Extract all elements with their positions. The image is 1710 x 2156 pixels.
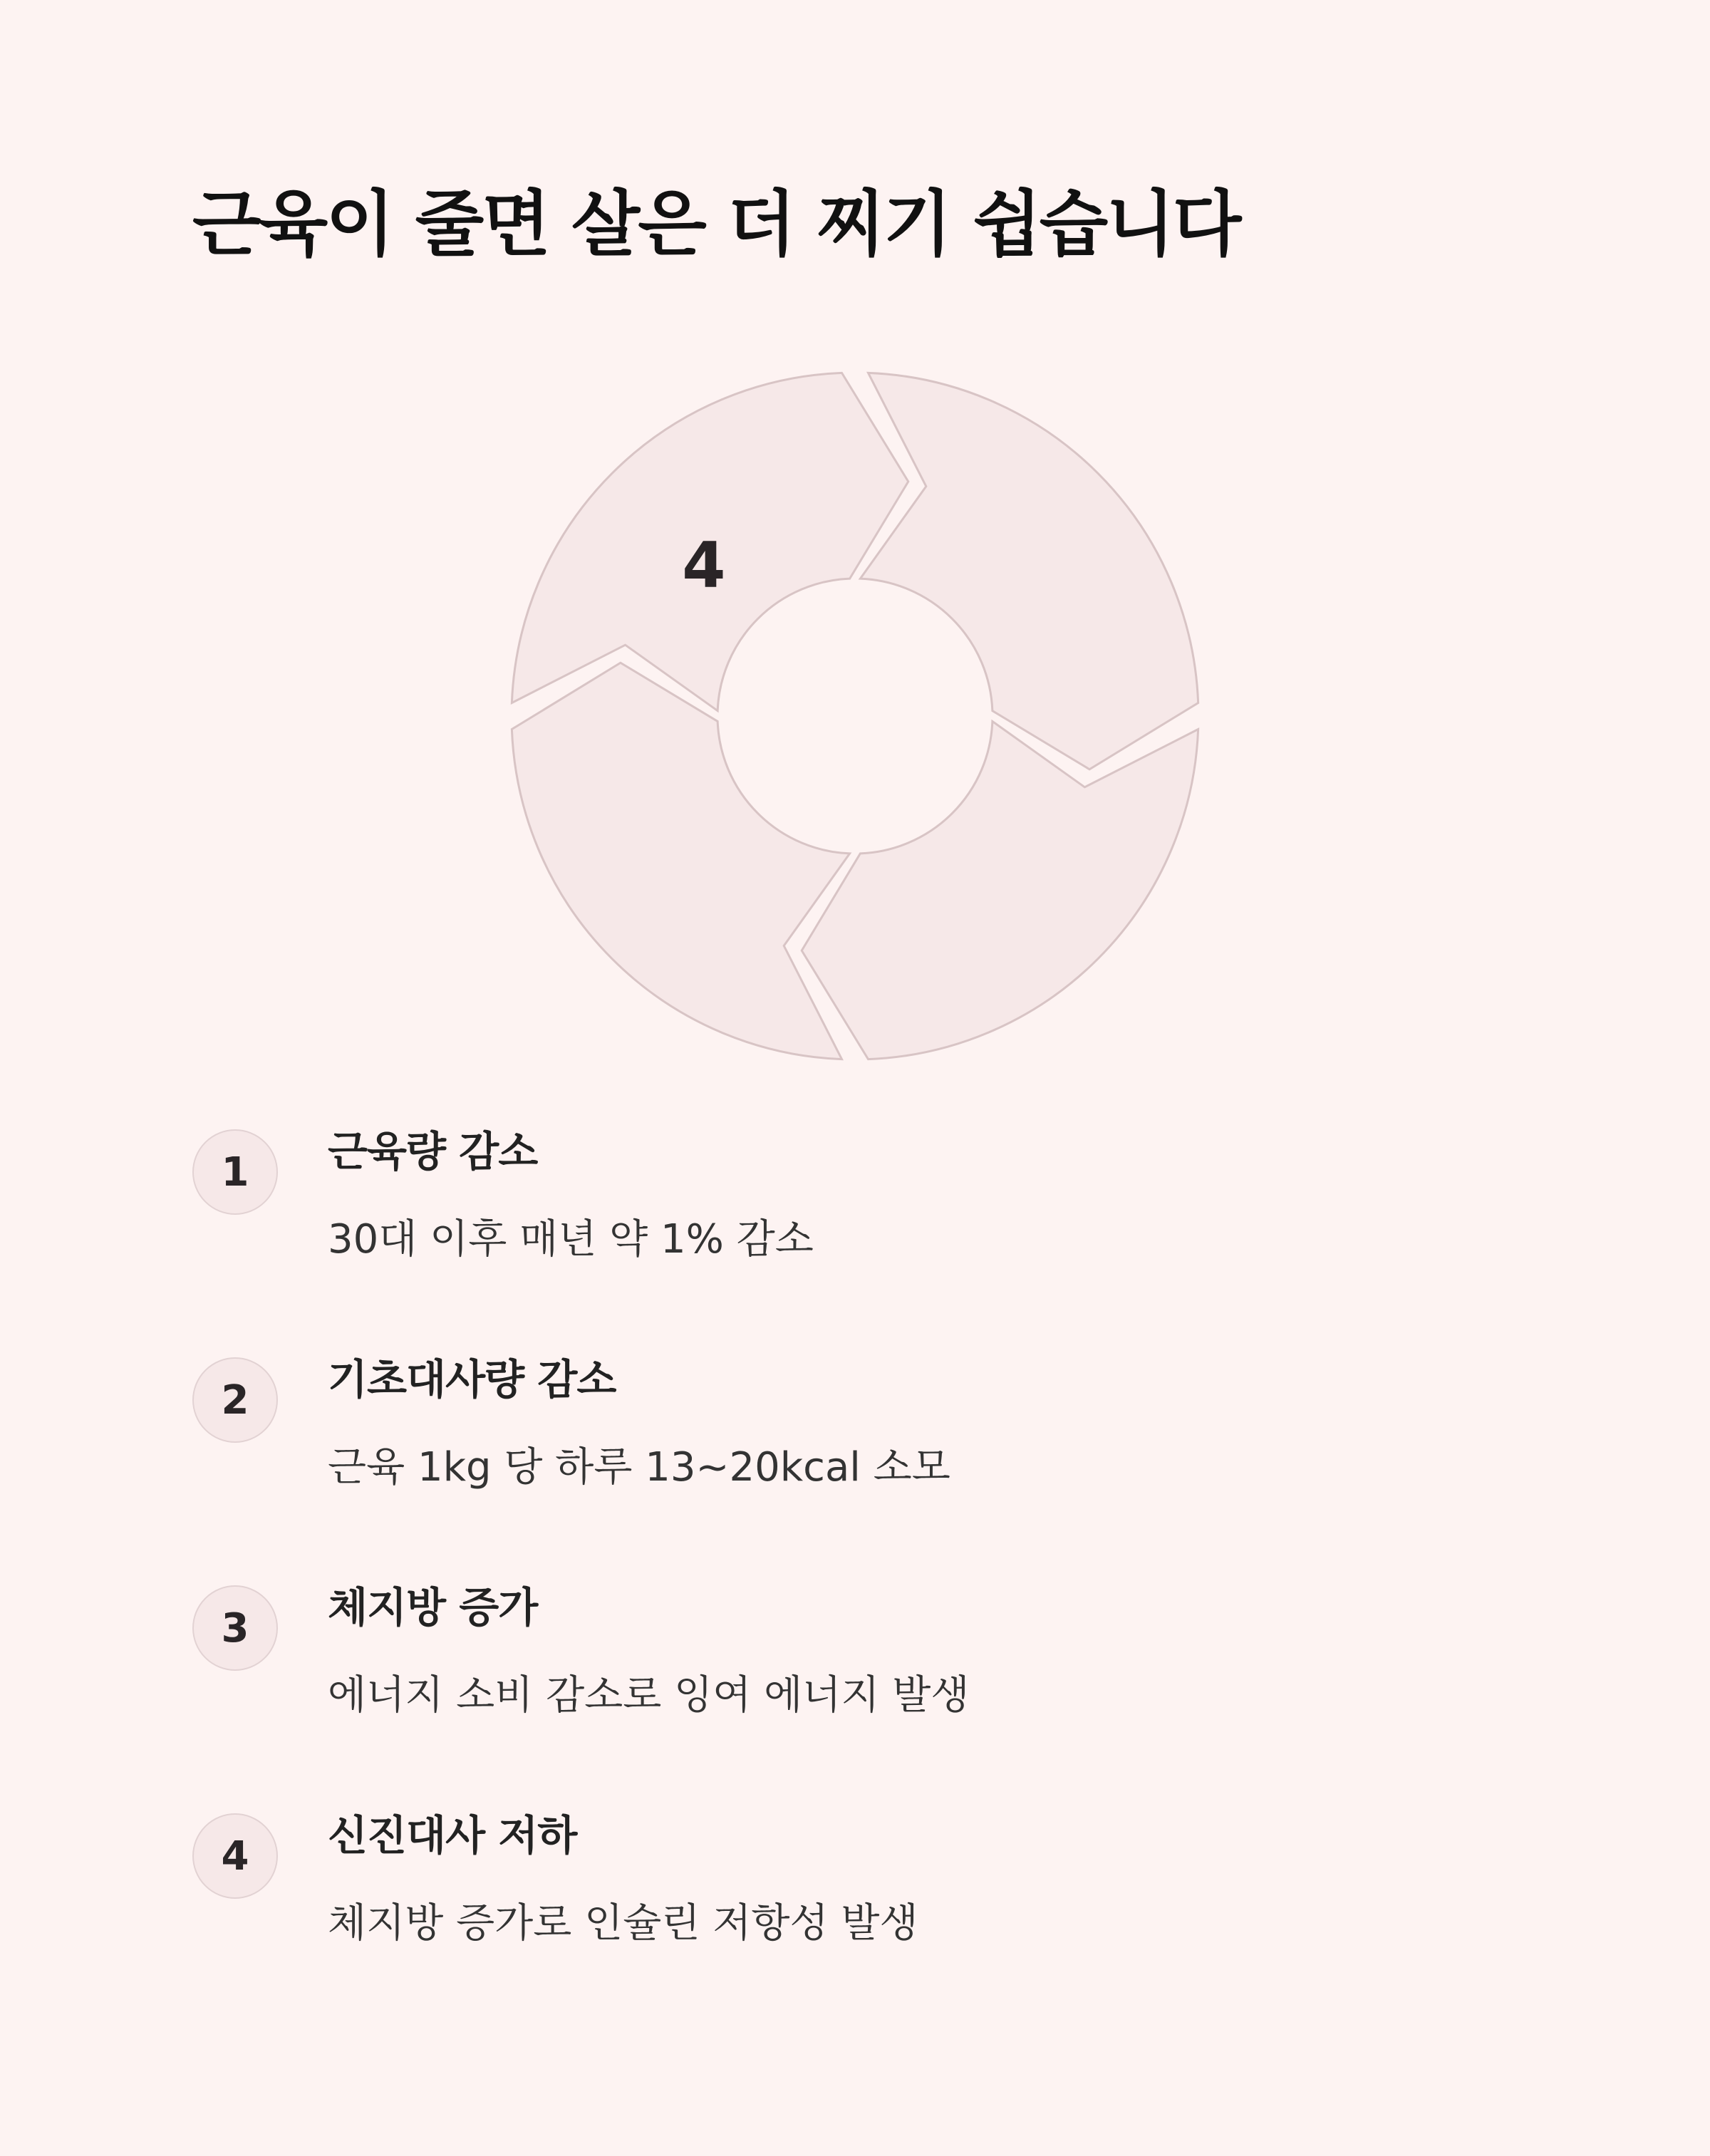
step-title: 신진대사 저하 [328,1811,577,1860]
step-number-badge: 3 [192,1585,278,1671]
cycle-diagram-svg [499,360,1211,1072]
step-title: 체지방 증가 [328,1583,538,1632]
step-number-badge: 1 [192,1129,278,1215]
cycle-diagram [499,360,1211,1072]
cycle-segment-label: 4 [682,528,726,602]
cycle-segment-4 [512,663,849,1059]
step-title: 기초대사량 감소 [328,1355,616,1404]
step-number-badge: 2 [192,1357,278,1443]
step-item-2 [192,1355,1475,1583]
step-number-badge: 4 [192,1813,278,1899]
step-description: 근육 1kg 당 하루 13~20kcal 소모 [328,1444,950,1491]
cycle-segment-2 [860,373,1198,769]
step-title: 근육량 감소 [328,1127,538,1176]
step-description: 에너지 소비 감소로 잉여 에너지 발생 [328,1672,970,1719]
cycle-segment-3 [802,721,1198,1059]
page-title: 근육이 줄면 살은 더 찌기 쉽습니다 [192,182,1240,266]
step-list [192,1127,1475,2039]
step-item-1 [192,1127,1475,1355]
step-item-4 [192,1811,1475,2039]
step-description: 30대 이후 매년 약 1% 감소 [328,1216,814,1263]
step-description: 체지방 증가로 인슐린 저항성 발생 [328,1900,918,1947]
step-item-3 [192,1583,1475,1811]
